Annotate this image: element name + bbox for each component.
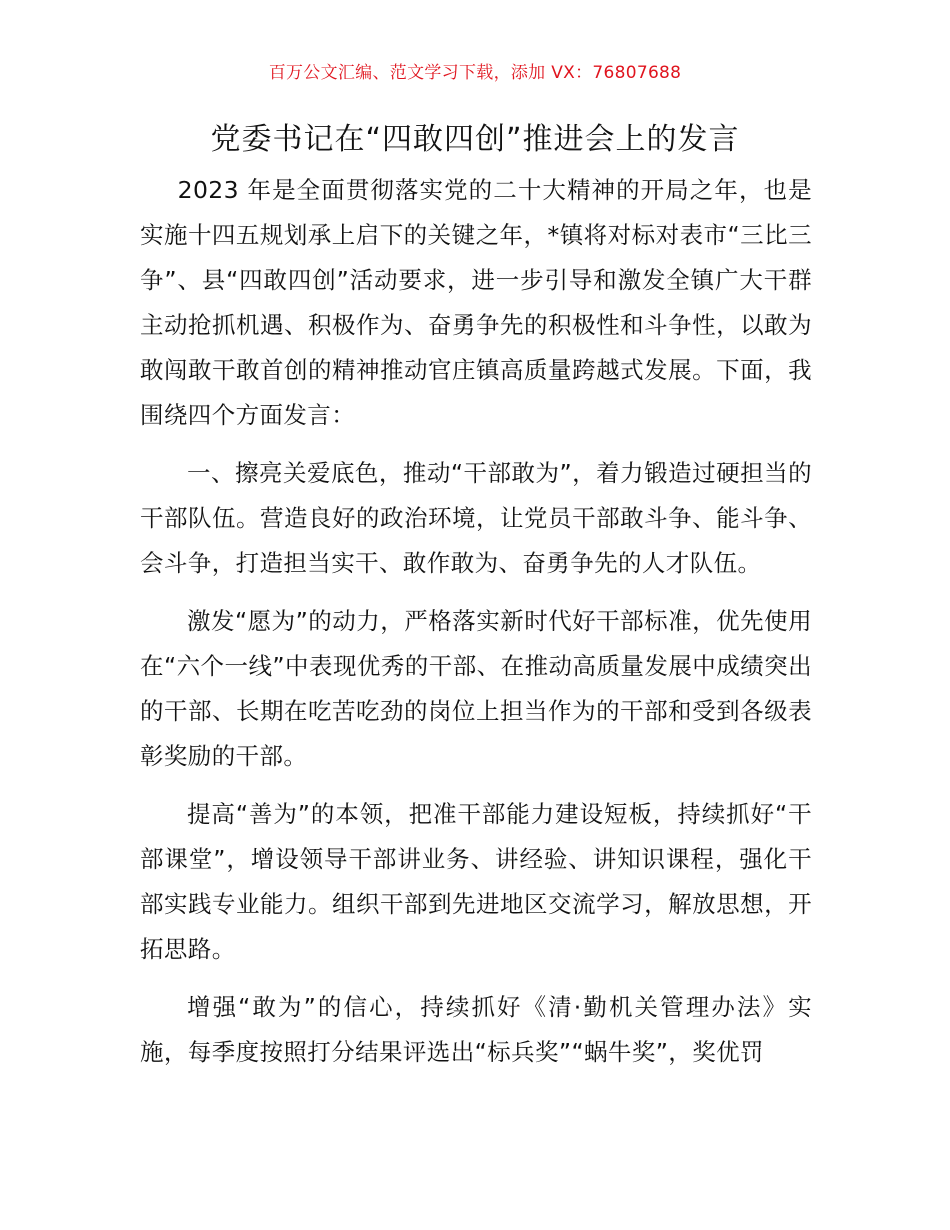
paragraph-motivation: 激发“愿为”的动力，严格落实新时代好干部标准，优先使用在“六个一线”中表现优秀的干部、在推动高质量发展中成绩突出的干部、长期在吃苦吃劲的岗位上担当作为的干部和受到各级表彰奖励的干部。 [140,607,812,770]
paragraph-section-one: 一、擦亮关爱底色，推动“干部敢为”，着力锻造过硬担当的干部队伍。营造良好的政治环境，让党员干部敢斗争、能斗争、会斗争，打造担当实干、敢作敢为、奋勇争先的人才队伍。 [140,459,812,577]
paragraph-intro: 2023 年是全面贯彻落实党的二十大精神的开局之年，也是实施十四五规划承上启下的关键之年，*镇将对标对表市“三比三争”、县“四敢四创”活动要求，进一步引导和激发全镇广大干群主动抢抓机遇、积极作为、奋勇争先的积极性和斗争性，以敢为敢闯敢干敢首创的精神推动官庄镇高质量跨越式发展。下面，我围绕四个方面发言： [140,176,812,429]
paragraph-capability: 提高“善为”的本领，把准干部能力建设短板，持续抓好“干部课堂”，增设领导干部讲业务、讲经验、讲知识课程，强化干部实践专业能力。组织干部到先进地区交流学习，解放思想，开拓思路。 [140,800,812,963]
document-title: 党委书记在“四敢四创”推进会上的发言 [210,122,740,157]
document-body [140,168,812,1088]
header-watermark-note: 百万公文汇编、范文学习下载，添加 VX：76807688 [268,63,682,83]
paragraph-confidence: 增强“敢为”的信心，持续抓好《清·勤机关管理办法》实施，每季度按照打分结果评选出“标兵奖”“蜗牛奖”，奖优罚 [140,993,812,1066]
